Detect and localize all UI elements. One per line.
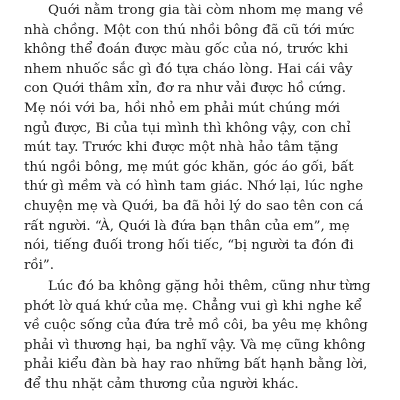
- text-line: Lúc đó ba không gặng hỏi thêm, cũng như từng: [48, 279, 371, 294]
- text-line: chuyện mẹ và Quới, ba đã hỏi lý do sao tên con cá: [24, 198, 364, 214]
- text-line: thú ngồi bông, mẹ mút góc khăn, góc áo gối, bất: [24, 159, 354, 175]
- text-line: Mẹ nói với ba, hồi nhỏ em phải mút chúng mới: [24, 100, 341, 116]
- paragraph: [24, 277, 400, 395]
- text-line: mút tay. Trước khi được một nhà hảo tâm tặng: [24, 140, 339, 156]
- text-line: phải kiểu đàn bà hay rao những bất hạnh bằng lời,: [24, 357, 368, 373]
- text-line: phớt lờ quá khứ của mẹ. Chẳng vui gì khi nghe kể: [24, 298, 362, 314]
- text-line: Quới nằm trong gia tài còm nhom mẹ mang về: [48, 3, 364, 18]
- text-line: phải vì thương hại, ba nghĩ vậy. Và mẹ cũng không: [24, 337, 366, 353]
- text-line: về cuộc sống của đứa trẻ mồ côi, ba yêu mẹ không: [24, 318, 368, 334]
- text-line: nhem nhuốc sắc gì đó tựa cháo lòng. Hai cái vây: [24, 61, 353, 77]
- text-line: rất người. “À, Quới là đứa bạn thân của em”, mẹ: [24, 218, 350, 234]
- text-line: để thu nhặt cảm thương của người khác.: [24, 376, 299, 392]
- text-line: không thể đoán được màu gốc của nó, trước khi: [24, 42, 349, 58]
- text-line: nói, tiếng đuối trong hối tiếc, “bị người ta đón đi: [24, 238, 354, 254]
- paragraph: [24, 1, 400, 275]
- text-line: rồi”.: [24, 257, 54, 273]
- text-line: nhà chồng. Một con thú nhồi bông đã cũ tới mức: [24, 22, 355, 38]
- text-line: con Quới thâm xỉn, đơ ra như vải được hồ cứng.: [24, 81, 346, 97]
- text-line: ngủ được, Bi của tụi mình thì không vậy, con chỉ: [24, 120, 351, 136]
- text-line: thứ gì mềm và có hình tam giác. Nhớ lại, lúc nghe: [24, 179, 364, 195]
